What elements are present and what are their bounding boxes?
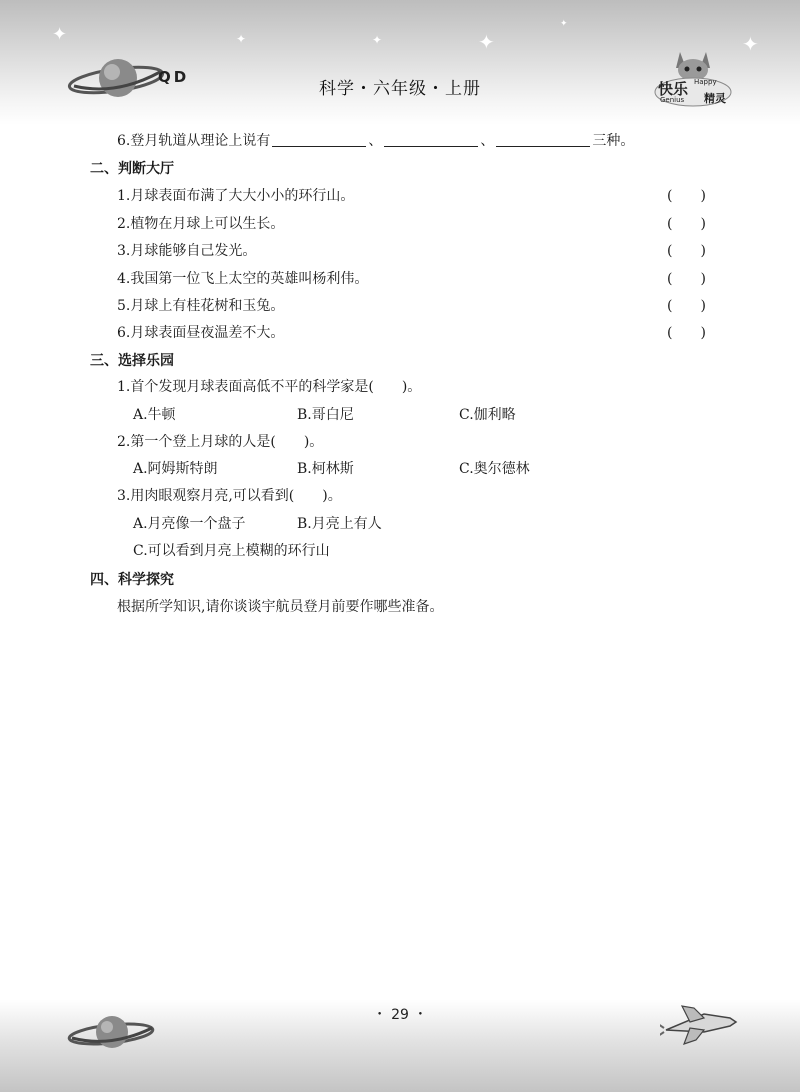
choice-option[interactable]: C.奥尔德林: [459, 461, 530, 477]
choice-question: 1.首个发现月球表面高低不平的科学家是( )。: [117, 379, 422, 395]
choice-option[interactable]: A.阿姆斯特朗: [133, 461, 218, 477]
answer-blank[interactable]: [496, 133, 590, 147]
logo-english-bottom: Genius: [660, 96, 685, 104]
star-icon: ✦: [478, 30, 495, 54]
choice-option[interactable]: A.月亮像一个盘子: [133, 516, 246, 532]
happy-genius-logo: [652, 48, 734, 110]
judge-item: 3.月球能够自己发光。: [117, 243, 257, 259]
answer-paren[interactable]: ( ): [667, 271, 706, 287]
judge-item: 2.植物在月球上可以生长。: [117, 216, 285, 232]
question-text: 6.登月轨道从理论上说有: [117, 133, 271, 149]
edition-code: QD: [158, 68, 190, 86]
section-title-judge: 二、判断大厅: [90, 161, 174, 177]
choice-question: 2.第一个登上月球的人是( )。: [117, 434, 324, 450]
choice-option[interactable]: C.可以看到月亮上模糊的环行山: [133, 543, 330, 559]
fill-blank-q6: [117, 130, 634, 150]
page-number: ・ 29 ・: [372, 1007, 428, 1023]
question-suffix: 三种。: [592, 133, 635, 149]
separator: 、: [368, 133, 383, 149]
explore-question: 根据所学知识,请你谈谈宇航员登月前要作哪些准备。: [117, 599, 444, 615]
star-icon: ✦: [742, 32, 759, 56]
separator: 、: [480, 133, 495, 149]
judge-item: 6.月球表面昼夜温差不大。: [117, 325, 285, 341]
page-title: 科学・六年级・上册: [319, 79, 481, 99]
star-icon: ✦: [52, 24, 68, 45]
answer-blank[interactable]: [272, 133, 366, 147]
answer-paren[interactable]: ( ): [667, 243, 706, 259]
star-icon: ✦: [236, 32, 247, 46]
section-title-explore: 四、科学探究: [90, 572, 174, 588]
choice-question: 3.用肉眼观察月亮,可以看到( )。: [117, 488, 342, 504]
judge-item: 4.我国第一位飞上太空的英雄叫杨利伟。: [117, 271, 369, 287]
judge-item: 5.月球上有桂花树和玉兔。: [117, 298, 285, 314]
choice-option[interactable]: B.哥白尼: [297, 407, 354, 423]
page-header: [0, 0, 800, 125]
answer-paren[interactable]: ( ): [667, 325, 706, 341]
answer-paren[interactable]: ( ): [667, 216, 706, 232]
star-icon: ✦: [372, 33, 383, 47]
choice-option[interactable]: B.月亮上有人: [297, 516, 382, 532]
choice-option[interactable]: C.伽利略: [459, 407, 516, 423]
answer-blank[interactable]: [384, 133, 478, 147]
star-icon: ✦: [560, 19, 568, 29]
choice-option[interactable]: B.柯林斯: [297, 461, 354, 477]
section-title-choice: 三、选择乐园: [90, 353, 174, 369]
logo-english-top: Happy: [694, 78, 717, 86]
judge-item: 1.月球表面布满了大大小小的环行山。: [117, 188, 355, 204]
answer-paren[interactable]: ( ): [667, 188, 706, 204]
choice-option[interactable]: A.牛顿: [133, 407, 176, 423]
logo-sub-text: 精灵: [704, 92, 726, 105]
logo-main-text: 快乐: [658, 80, 689, 98]
answer-paren[interactable]: ( ): [667, 298, 706, 314]
